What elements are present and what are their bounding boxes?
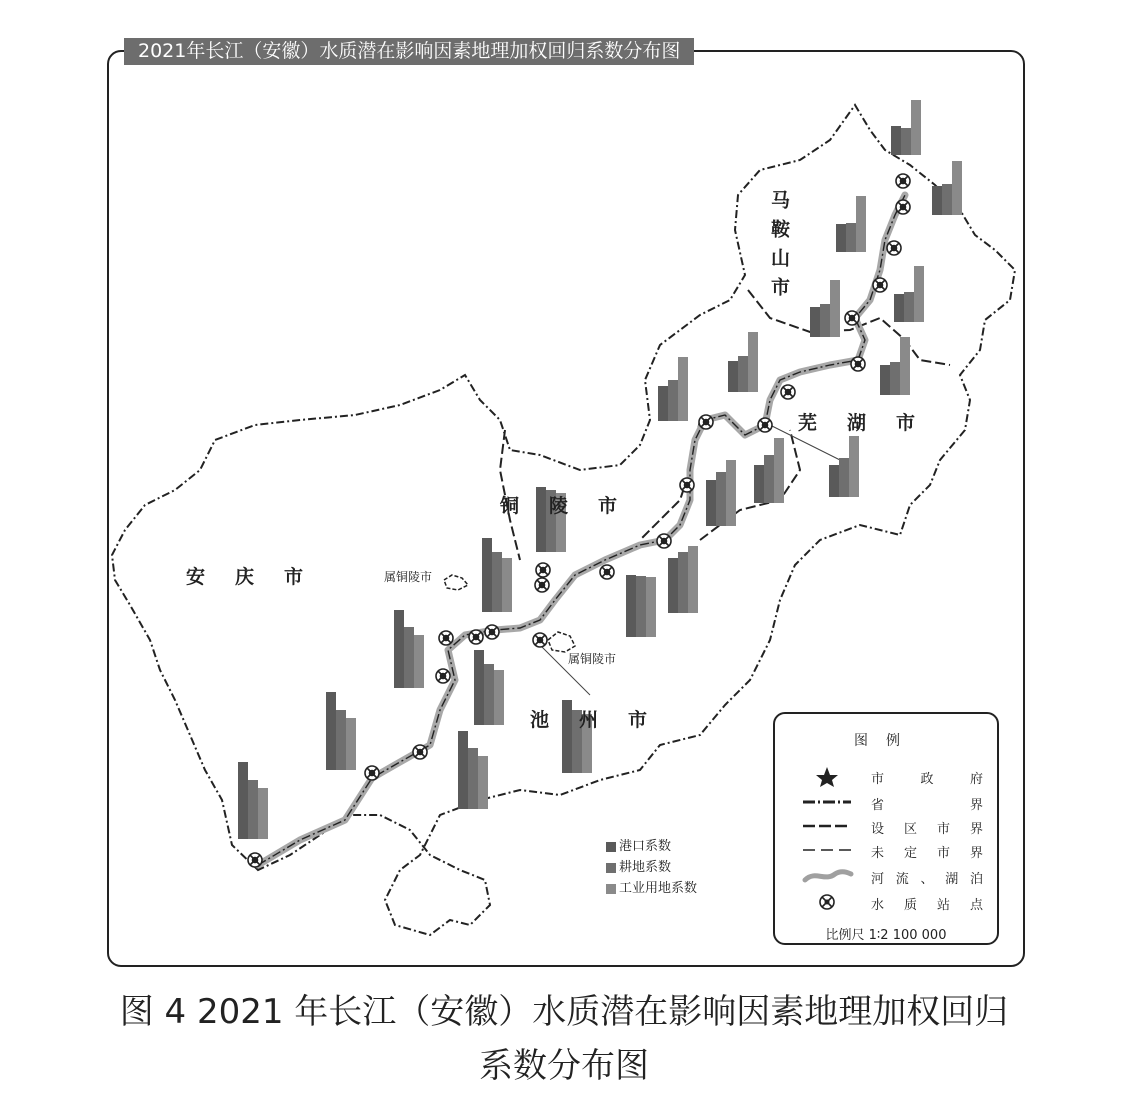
- bar-legend: [606, 836, 697, 899]
- caption-line-1: 图 4 2021 年长江（安徽）水质潜在影响因素地理加权回归: [119, 992, 1009, 1032]
- bar-port: [932, 186, 942, 215]
- bar-industrial: [688, 546, 698, 613]
- water-station-icon: [533, 633, 547, 647]
- legend-label-province: 省 界: [871, 798, 983, 813]
- bar-group-2: [326, 692, 356, 770]
- bar-port: [836, 224, 846, 252]
- undetermined-boundary-line: [799, 838, 855, 862]
- bar-group-15: [728, 332, 758, 392]
- bar-legend-port-label: 港口系数: [619, 839, 672, 854]
- bar-farmland: [636, 576, 646, 637]
- bar-industrial: [726, 460, 736, 526]
- bar-industrial: [646, 577, 656, 637]
- bar-industrial: [494, 670, 504, 725]
- bar-group-4: [458, 731, 488, 809]
- bar-group-13: [829, 436, 859, 497]
- bar-industrial: [952, 161, 962, 215]
- water-station-icon: [845, 311, 859, 325]
- bar-legend-industrial: [606, 878, 697, 899]
- bar-port: [829, 465, 839, 497]
- bar-group-1: [238, 762, 268, 839]
- bar-farmland: [904, 292, 914, 322]
- bar-industrial: [774, 438, 784, 503]
- legend-title: 图例: [854, 733, 918, 749]
- legend-label-station: 水 质 站 点: [871, 898, 983, 913]
- water-station-icon: [248, 853, 262, 867]
- bar-industrial: [900, 337, 910, 395]
- bar-legend-farmland-label: 耕地系数: [619, 860, 672, 875]
- bar-group-11: [706, 460, 736, 526]
- river-lake-icon: [799, 864, 855, 888]
- scale-text: 比例尺 1∶2 100 000: [825, 928, 947, 943]
- bar-farmland: [404, 627, 414, 688]
- bar-farmland: [468, 748, 478, 809]
- bar-port: [894, 294, 904, 322]
- bar-industrial: [678, 357, 688, 421]
- bar-industrial: [856, 196, 866, 252]
- water-station-icon: [413, 745, 427, 759]
- water-station-icon: [536, 563, 550, 577]
- legend-label-undetermined: 未 定 市 界: [871, 846, 983, 861]
- water-station-icon: [851, 357, 865, 371]
- industrial-swatch: [606, 884, 616, 894]
- bar-legend-port: [606, 836, 697, 857]
- bar-farmland: [484, 664, 494, 725]
- water-station-icon: [896, 174, 910, 188]
- map-title: 2021年长江（安徽）水质潜在影响因素地理加权回归系数分布图: [124, 38, 694, 65]
- bar-port: [754, 465, 764, 503]
- bar-farmland: [890, 362, 900, 395]
- water-station-icon: [758, 418, 772, 432]
- bar-group-16: [880, 337, 910, 395]
- enclave-shape-1: [444, 575, 468, 590]
- bar-port: [891, 126, 901, 155]
- city-label-tongling: 铜陵市: [500, 495, 648, 517]
- caption-line-2: 系数分布图: [479, 1046, 649, 1086]
- bar-port: [880, 365, 890, 395]
- bar-farmland: [764, 455, 774, 503]
- water-station-icon: [887, 241, 901, 255]
- bar-farmland: [668, 380, 678, 421]
- bar-group-5: [474, 650, 504, 725]
- water-station-icon: [439, 631, 453, 645]
- bar-farmland: [716, 472, 726, 526]
- legend-label-city-boundary: 设 区 市 界: [871, 822, 983, 837]
- star-icon: [799, 764, 855, 788]
- water-station-icon: [469, 630, 483, 644]
- bar-port: [658, 386, 668, 421]
- bar-industrial: [502, 558, 512, 612]
- city-label-maanshan: 马鞍山市: [768, 190, 790, 306]
- water-station-icon: [680, 478, 694, 492]
- legend-label-city-gov: 市 政 府: [871, 772, 983, 787]
- bar-port: [706, 480, 716, 526]
- bar-industrial: [414, 635, 424, 688]
- bar-port: [482, 538, 492, 612]
- legend-row-city-boundary: [775, 814, 997, 838]
- legend-row-city-gov: [775, 764, 997, 788]
- water-station-icon: [600, 565, 614, 579]
- water-station-icon: [873, 278, 887, 292]
- port-swatch: [606, 842, 616, 852]
- bar-group-14: [658, 357, 688, 421]
- bar-port: [626, 575, 636, 637]
- bar-port: [728, 361, 738, 392]
- bar-industrial: [748, 332, 758, 392]
- bar-industrial: [830, 280, 840, 337]
- bar-industrial: [849, 436, 859, 497]
- bar-farmland: [820, 304, 830, 337]
- bar-port: [238, 762, 248, 839]
- bar-group-3: [394, 610, 424, 688]
- legend-row-station: [775, 890, 997, 914]
- bar-farmland: [846, 223, 856, 252]
- bar-port: [810, 307, 820, 337]
- bar-farmland: [678, 552, 688, 613]
- bar-industrial: [258, 788, 268, 839]
- water-station-icon: [781, 385, 795, 399]
- city-label-wuhu: 芜湖市: [798, 412, 946, 434]
- enclave-shape-2: [548, 632, 575, 652]
- bar-farmland: [738, 356, 748, 392]
- water-station-icon: [535, 578, 549, 592]
- enclave-note-1: 属铜陵市: [384, 570, 433, 584]
- bar-farmland: [942, 184, 952, 215]
- leader-line-1: [535, 640, 590, 695]
- bar-group-21: [891, 100, 921, 155]
- city-label-anqing: 安庆市: [186, 566, 334, 588]
- bar-group-18: [894, 266, 924, 322]
- province-boundary-line: [799, 790, 855, 814]
- bar-group-10: [668, 546, 698, 613]
- bar-farmland: [901, 128, 911, 155]
- water-station-icon: [799, 890, 855, 914]
- legend-row-province: [775, 790, 997, 814]
- legend-box: [773, 712, 999, 945]
- water-station-icon: [485, 625, 499, 639]
- bar-farmland: [492, 552, 502, 612]
- bar-port: [668, 558, 678, 613]
- bar-group-12: [754, 438, 784, 503]
- bar-industrial: [911, 100, 921, 155]
- bar-legend-farmland: [606, 857, 697, 878]
- bar-farmland: [336, 710, 346, 770]
- water-station-icon: [365, 766, 379, 780]
- figure-caption: [0, 985, 1128, 1093]
- bar-port: [458, 731, 468, 809]
- bar-industrial: [346, 718, 356, 770]
- farmland-swatch: [606, 863, 616, 873]
- bar-legend-industrial-label: 工业用地系数: [619, 881, 698, 896]
- city-boundary-line: [799, 814, 855, 838]
- bar-group-19: [836, 196, 866, 252]
- legend-row-undetermined: [775, 838, 997, 862]
- water-station-icon: [699, 415, 713, 429]
- bar-port: [326, 692, 336, 770]
- legend-label-river: 河 流 、 湖 泊: [871, 872, 983, 887]
- water-station-icon: [896, 200, 910, 214]
- enclave-note-2: 属铜陵市: [568, 652, 617, 666]
- bar-group-20: [932, 161, 962, 215]
- city-label-chizhou: 池州市: [530, 709, 678, 731]
- bar-port: [394, 610, 404, 688]
- water-station-icon: [657, 534, 671, 548]
- bar-port: [474, 650, 484, 725]
- water-station-icon: [436, 669, 450, 683]
- bar-group-6: [482, 538, 512, 612]
- bar-farmland: [248, 780, 258, 839]
- legend-row-river: [775, 864, 997, 888]
- bar-group-17: [810, 280, 840, 337]
- bar-group-9: [626, 575, 656, 637]
- bar-farmland: [839, 458, 849, 497]
- bar-industrial: [914, 266, 924, 322]
- bar-industrial: [478, 756, 488, 809]
